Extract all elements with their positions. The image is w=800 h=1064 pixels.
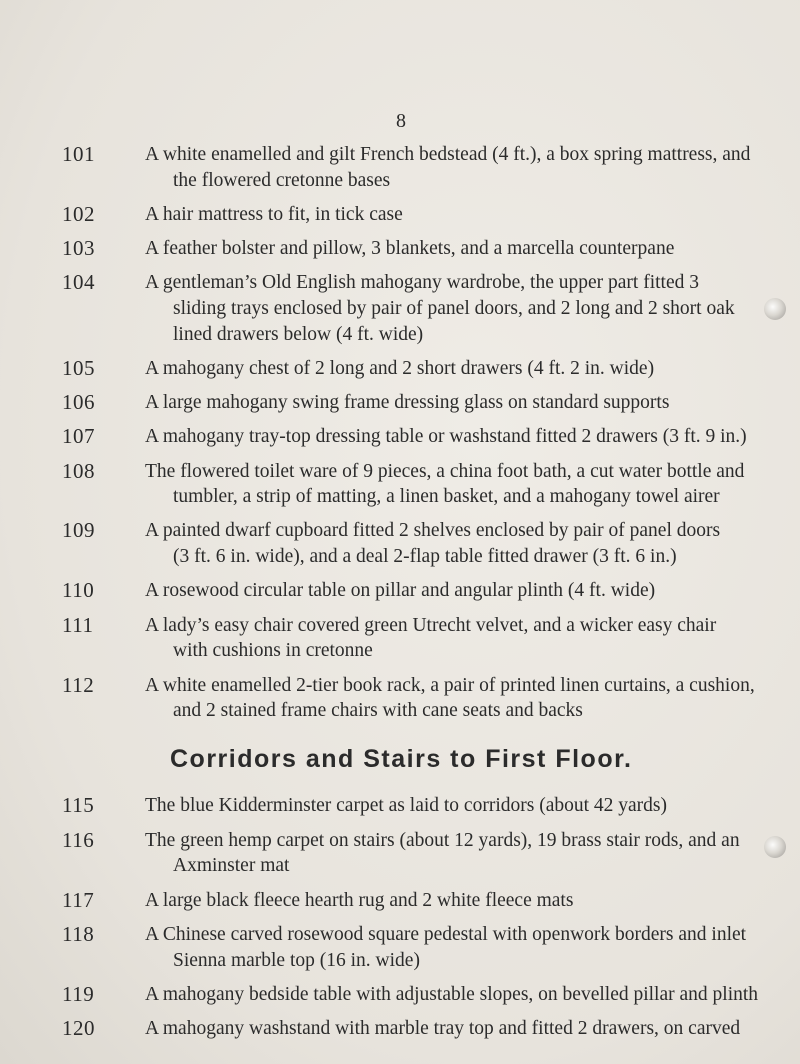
lot-line: Sienna marble top (16 in. wide) bbox=[173, 949, 420, 971]
lot-description bbox=[145, 356, 760, 382]
lot-description bbox=[145, 793, 760, 819]
lot-line: A hair mattress to fit, in tick case bbox=[145, 203, 403, 225]
lot-line: (3 ft. 6 in. wide), and a deal 2-flap table fitted drawer (3 ft. 6 in.) bbox=[173, 546, 677, 568]
lot-number: 117 bbox=[62, 887, 95, 912]
lot-description bbox=[145, 142, 760, 194]
section-heading: Corridors and Stairs to First Floor. bbox=[170, 745, 633, 774]
lot-line: The flowered toilet ware of 9 pieces, a china foot bath, a cut water bottle and bbox=[145, 460, 745, 482]
lot-line: tumbler, a strip of matting, a linen basket, and a mahogany towel airer bbox=[173, 486, 720, 508]
lot-description bbox=[145, 459, 760, 511]
lot-number: 107 bbox=[62, 424, 95, 449]
lot-line: The blue Kidderminster carpet as laid to corridors (about 42 yards) bbox=[145, 795, 667, 817]
lot-number: 104 bbox=[62, 270, 95, 295]
lot-number: 116 bbox=[62, 827, 95, 852]
lot-line: A mahogany tray-top dressing table or washstand fitted 2 drawers (3 ft. 9 in.) bbox=[145, 426, 747, 448]
lot-number: 115 bbox=[62, 793, 95, 818]
lot-number: 108 bbox=[62, 458, 95, 483]
lot-description bbox=[145, 922, 760, 974]
lot-line: and 2 stained frame chairs with cane seats and backs bbox=[173, 700, 583, 722]
lot-description bbox=[145, 578, 760, 604]
lot-line: A gentleman’s Old English mahogany wardrobe, the upper part fitted 3 bbox=[145, 272, 699, 294]
lot-description bbox=[145, 390, 760, 416]
lot-number: 101 bbox=[62, 142, 95, 166]
lot-line: A painted dwarf cupboard fitted 2 shelves enclosed by pair of panel doors bbox=[145, 520, 721, 542]
lot-line: the flowered cretonne bases bbox=[173, 169, 391, 191]
lot-number: 111 bbox=[62, 612, 94, 637]
lot-description bbox=[145, 518, 760, 570]
binding-hole-icon bbox=[764, 298, 786, 320]
lot-line: A rosewood circular table on pillar and angular plinth (4 ft. wide) bbox=[145, 580, 656, 602]
lot-number: 120 bbox=[62, 1015, 95, 1040]
lot-description bbox=[145, 673, 760, 725]
lot-line: Axminster mat bbox=[173, 855, 290, 877]
lot-number: 109 bbox=[62, 518, 95, 543]
lot-description bbox=[145, 424, 760, 450]
lot-description bbox=[145, 270, 760, 348]
page-number: 8 bbox=[396, 110, 406, 132]
lot-line: A mahogany chest of 2 long and 2 short drawers (4 ft. 2 in. wide) bbox=[145, 358, 655, 380]
lot-number: 119 bbox=[62, 981, 95, 1006]
lot-number: 105 bbox=[62, 356, 95, 381]
lot-number: 110 bbox=[62, 578, 95, 603]
lot-description bbox=[145, 888, 760, 914]
lot-description bbox=[145, 982, 760, 1008]
lot-line: A large black fleece hearth rug and 2 white fleece mats bbox=[145, 889, 574, 911]
lot-line: A large mahogany swing frame dressing glass on standard supports bbox=[145, 392, 670, 414]
lot-line: A Chinese carved rosewood square pedestal with openwork borders and inlet bbox=[145, 923, 747, 945]
lot-description bbox=[145, 236, 760, 262]
lot-line: lined drawers below (4 ft. wide) bbox=[173, 323, 424, 345]
lot-line: A mahogany washstand with marble tray top and fitted 2 drawers, on carved bbox=[145, 1017, 741, 1039]
lot-number: 112 bbox=[62, 672, 95, 697]
lot-line: The green hemp carpet on stairs (about 12 yards), 19 brass stair rods, and an bbox=[145, 829, 740, 851]
lot-line: A feather bolster and pillow, 3 blankets, and a marcella counterpane bbox=[145, 238, 675, 260]
lot-description bbox=[145, 1016, 760, 1042]
lot-line: with cushions in cretonne bbox=[173, 640, 373, 662]
lot-line: A mahogany bedside table with adjustable slopes, on bevelled pillar and plinth bbox=[145, 983, 759, 1005]
lot-number: 118 bbox=[62, 921, 95, 946]
lot-number: 106 bbox=[62, 390, 95, 415]
lot-line: sliding trays enclosed by pair of panel doors, and 2 long and 2 short oak bbox=[173, 298, 735, 320]
lot-line: A white enamelled 2-tier book rack, a pair of printed linen curtains, a cushion, bbox=[145, 674, 755, 696]
lot-description bbox=[145, 202, 760, 228]
lot-line: A white enamelled and gilt French bedstead (4 ft.), a box spring mattress, and bbox=[145, 144, 751, 165]
lot-number: 102 bbox=[62, 201, 95, 226]
lot-number: 103 bbox=[62, 236, 95, 261]
lot-description bbox=[145, 828, 760, 880]
lot-line: A lady’s easy chair covered green Utrecht velvet, and a wicker easy chair bbox=[145, 614, 717, 636]
binding-hole-icon bbox=[764, 836, 786, 858]
lot-description bbox=[145, 613, 760, 665]
